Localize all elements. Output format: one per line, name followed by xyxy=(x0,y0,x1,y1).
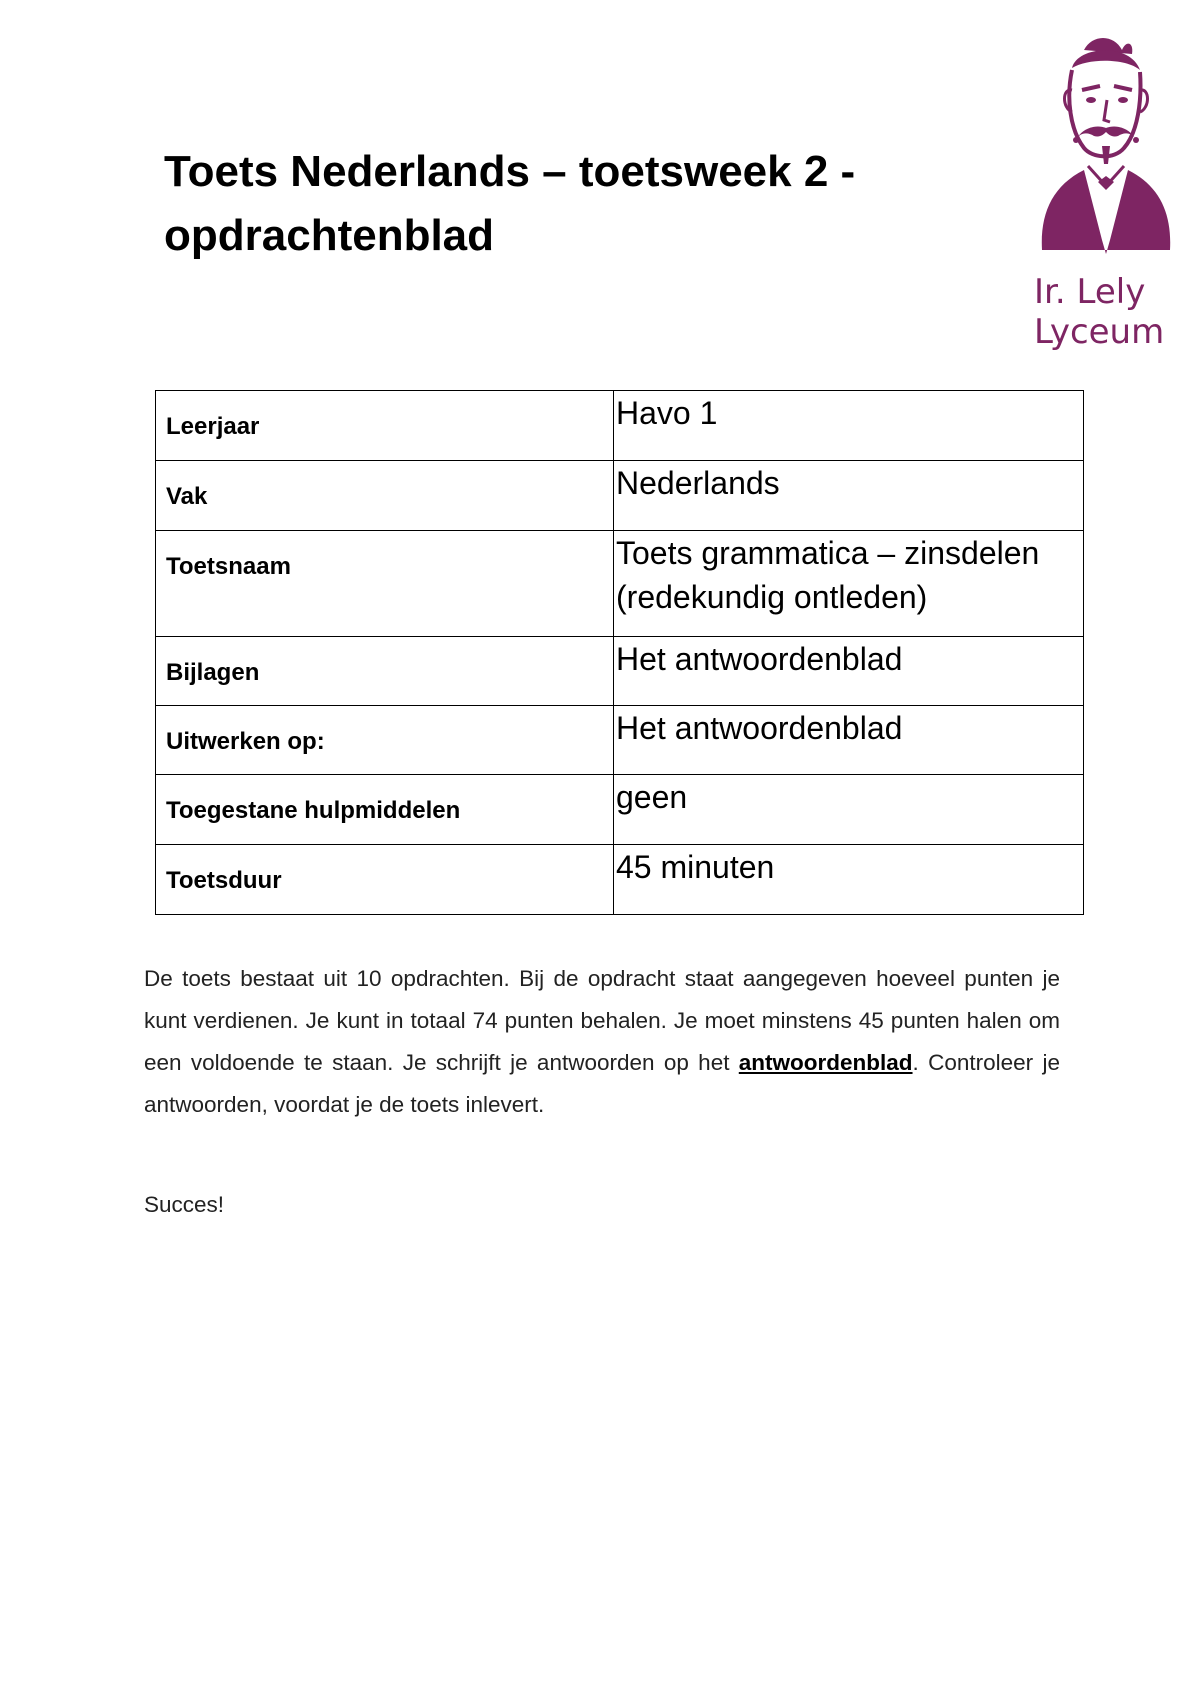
instructions-paragraph xyxy=(144,958,1060,1126)
closing-text: Succes! xyxy=(144,1192,225,1217)
row-label: Toetsnaam xyxy=(156,531,614,637)
page-title-line-2: opdrachtenblad xyxy=(164,211,495,260)
table-row xyxy=(156,637,1084,706)
row-label: Toetsduur xyxy=(156,845,614,915)
table-row xyxy=(156,391,1084,461)
logo-text-line-1: Ir. Lely xyxy=(1034,272,1146,312)
logo-text-line-2: Lyceum xyxy=(1034,312,1165,352)
row-value: Nederlands xyxy=(614,461,1084,531)
table-row xyxy=(156,775,1084,845)
row-label: Leerjaar xyxy=(156,391,614,461)
row-value: Havo 1 xyxy=(614,391,1084,461)
table-row xyxy=(156,845,1084,915)
table-row xyxy=(156,531,1084,637)
table-row xyxy=(156,706,1084,775)
antwoordenblad-reference: antwoordenblad xyxy=(738,1050,913,1075)
instructions-text-before: De toets bestaat uit 10 opdrachten. Bij de opdracht staat aangegeven hoeveel punten je kunt verdienen. Je kunt in totaal 74 punten behalen. Je moet minstens 45 punten halen om een voldoende te staan. Je schrijft je antwoorden op het xyxy=(144,966,1060,1075)
page-title xyxy=(164,140,964,268)
row-label: Vak xyxy=(156,461,614,531)
row-label: Toegestane hulpmiddelen xyxy=(156,775,614,845)
instructions-text-after: . Controleer je antwoorden, voordat je de toets inlevert. xyxy=(144,1050,1060,1117)
page-title-line-1: Toets Nederlands – toetsweek 2 - xyxy=(164,147,856,196)
test-info-table xyxy=(155,390,1084,915)
table-row xyxy=(156,461,1084,531)
row-value: Het antwoordenblad xyxy=(614,706,1084,775)
row-value: geen xyxy=(614,775,1084,845)
row-value: 45 minuten xyxy=(614,845,1084,915)
row-label: Uitwerken op: xyxy=(156,706,614,775)
row-label: Bijlagen xyxy=(156,637,614,706)
row-value: Het antwoordenblad xyxy=(614,637,1084,706)
row-value: Toets grammatica – zinsdelen (redekundig ontleden) xyxy=(614,531,1084,637)
